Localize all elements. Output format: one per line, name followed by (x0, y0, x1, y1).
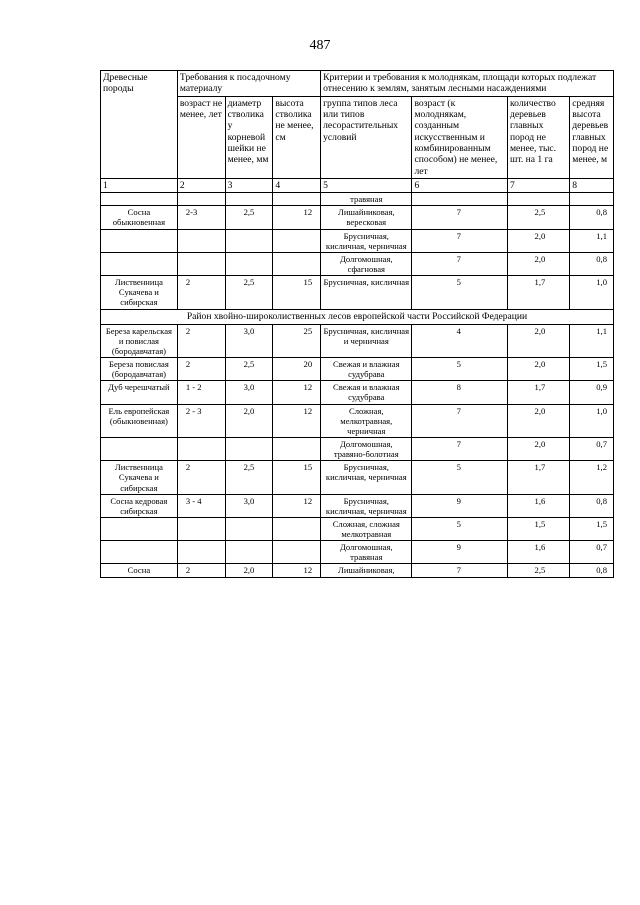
cell-c4: 12 (273, 206, 321, 229)
cell-c3: 3,0 (225, 324, 273, 357)
cell-c1: Ель европейская (обыкновенная) (101, 404, 178, 437)
column-number: 3 (225, 178, 273, 192)
cell-c7: 2,0 (507, 229, 569, 252)
column-numbers-row (101, 178, 614, 192)
cell-c4: 12 (273, 564, 321, 577)
cell-c4: 12 (273, 404, 321, 437)
cell-c1: Лиственница Сукачева и сибирская (101, 276, 178, 309)
cell-c8: 0,8 (570, 206, 614, 229)
cell-c8: 1,5 (570, 357, 614, 380)
cell-c1 (101, 229, 178, 252)
column-number: 7 (507, 178, 569, 192)
cell-c8: 1,0 (570, 404, 614, 437)
cell-c1: Лиственница Сукачева и сибирская (101, 461, 178, 494)
cell-c3: 2,5 (225, 357, 273, 380)
cell-c6: 5 (412, 517, 508, 540)
table-row (101, 404, 614, 437)
cell-c6: 8 (412, 381, 508, 404)
cell-c2: 2 (177, 276, 225, 309)
cell-c6: 7 (412, 564, 508, 577)
header-forest-type: группа типов леса или типов лесорастительных условий (321, 96, 412, 178)
table-row (101, 206, 614, 229)
cell-c4 (273, 517, 321, 540)
cell-c5: Брусничная, кисличная и черничная (321, 324, 412, 357)
header-age: возраст не менее, лет (177, 96, 225, 178)
cell-c3 (225, 541, 273, 564)
table-row (101, 437, 614, 460)
cell-c8: 0,8 (570, 564, 614, 577)
cell-c4: 12 (273, 381, 321, 404)
header-diameter: диаметр стволика у корневой шейки не менее, мм (225, 96, 273, 178)
cell-c6: 7 (412, 252, 508, 275)
cell-c2 (177, 517, 225, 540)
cell-c3 (225, 437, 273, 460)
cell-c7: 2,0 (507, 357, 569, 380)
cell-c5: Брусничная, кисличная (321, 276, 412, 309)
table-row (101, 517, 614, 540)
cell-c2 (177, 229, 225, 252)
table-row (101, 276, 614, 309)
cell-c6: 4 (412, 324, 508, 357)
table-body-bottom (101, 324, 614, 577)
cell-c6: 9 (412, 541, 508, 564)
cell-c3: 3,0 (225, 494, 273, 517)
cell-c5: Брусничная, кисличная, черничная (321, 229, 412, 252)
cell-c5: Долгомошная, сфагновая (321, 252, 412, 275)
cell-c2: 2 (177, 357, 225, 380)
cell-c3: 3,0 (225, 381, 273, 404)
cell-c3 (225, 229, 273, 252)
cell-c2 (177, 252, 225, 275)
cell-c6: 5 (412, 461, 508, 494)
cell-c1: Сосна обыкновенная (101, 206, 178, 229)
cell-c7: 1,7 (507, 381, 569, 404)
cell-c8: 0,8 (570, 494, 614, 517)
cell-c5: травяная (321, 193, 412, 206)
table-row (101, 229, 614, 252)
cell-c4 (273, 541, 321, 564)
cell-c2: 2 (177, 324, 225, 357)
cell-c1 (101, 252, 178, 275)
cell-c3: 2,5 (225, 276, 273, 309)
cell-c8: 1,1 (570, 229, 614, 252)
cell-c4: 25 (273, 324, 321, 357)
forest-requirements-table (100, 70, 614, 578)
cell-c1 (101, 437, 178, 460)
cell-c6 (412, 193, 508, 206)
column-number: 5 (321, 178, 412, 192)
cell-c8: 1,1 (570, 324, 614, 357)
cell-c3: 2,5 (225, 461, 273, 494)
cell-c4 (273, 437, 321, 460)
table-row (101, 381, 614, 404)
cell-c8: 1,2 (570, 461, 614, 494)
header-avg-height: средняя высота деревьев главных пород не менее, м (570, 96, 614, 178)
column-number: 8 (570, 178, 614, 192)
cell-c3 (225, 252, 273, 275)
cell-c8: 0,8 (570, 252, 614, 275)
cell-c1 (101, 193, 178, 206)
header-tree-species: Древесные породы (101, 71, 178, 179)
cell-c7: 2,5 (507, 206, 569, 229)
cell-c4: 15 (273, 276, 321, 309)
cell-c5: Лишайниковая, вересковая (321, 206, 412, 229)
cell-c7: 2,0 (507, 404, 569, 437)
table-row (101, 494, 614, 517)
cell-c1: Дуб черешчатый (101, 381, 178, 404)
header-stand-age: возраст (к молоднякам, созданным искусственным и комбинированным способом) не менее, лет (412, 96, 508, 178)
column-number: 2 (177, 178, 225, 192)
cell-c5: Лишайниковая, (321, 564, 412, 577)
column-number: 4 (273, 178, 321, 192)
cell-c2: 1 - 2 (177, 381, 225, 404)
cell-c6: 7 (412, 229, 508, 252)
cell-c5: Свежая и влажная судубрава (321, 357, 412, 380)
cell-c7: 2,0 (507, 437, 569, 460)
cell-c8: 0,7 (570, 437, 614, 460)
cell-c2 (177, 193, 225, 206)
header-young-stand-criteria: Критерии и требования к молоднякам, площади которых подлежат отнесению к землям, занятым лесными насаждениями (321, 71, 614, 97)
cell-c7: 1,6 (507, 494, 569, 517)
cell-c8: 0,9 (570, 381, 614, 404)
cell-c8 (570, 193, 614, 206)
table-row (101, 564, 614, 577)
cell-c7: 1,6 (507, 541, 569, 564)
cell-c5: Долгомошная, травяная (321, 541, 412, 564)
cell-c4: 15 (273, 461, 321, 494)
cell-c8: 1,0 (570, 276, 614, 309)
cell-c3 (225, 517, 273, 540)
cell-c5: Сложная, сложная мелкотравная (321, 517, 412, 540)
cell-c7: 2,0 (507, 324, 569, 357)
cell-c2: 3 - 4 (177, 494, 225, 517)
cell-c1: Береза повислая (бородавчатая) (101, 357, 178, 380)
column-number: 6 (412, 178, 508, 192)
cell-c7: 1,7 (507, 461, 569, 494)
header-row-1 (101, 71, 614, 97)
region-title: Район хвойно-широколиственных лесов европейской части Российской Федерации (101, 309, 614, 324)
cell-c4: 20 (273, 357, 321, 380)
cell-c1: Береза карельская и повислая (бородавчатая) (101, 324, 178, 357)
table-body-top (101, 193, 614, 309)
cell-c6: 5 (412, 276, 508, 309)
cell-c6: 7 (412, 206, 508, 229)
header-tree-count: количество деревьев главных пород не менее, тыс. шт. на 1 га (507, 96, 569, 178)
table-row (101, 324, 614, 357)
header-planting-material: Требования к посадочному материалу (177, 71, 320, 97)
header-height: высота стволика не менее, см (273, 96, 321, 178)
cell-c6: 7 (412, 437, 508, 460)
cell-c2: 2 - 3 (177, 404, 225, 437)
cell-c5: Брусничная, кисличная, черничная (321, 494, 412, 517)
cell-c5: Брусничная, кисличная, черничная (321, 461, 412, 494)
cell-c6: 5 (412, 357, 508, 380)
cell-c1 (101, 517, 178, 540)
cell-c3: 2,0 (225, 564, 273, 577)
cell-c4 (273, 252, 321, 275)
cell-c2 (177, 437, 225, 460)
cell-c4: 12 (273, 494, 321, 517)
table-row (101, 357, 614, 380)
cell-c5: Сложная, мелкотравная, черничная (321, 404, 412, 437)
cell-c1 (101, 541, 178, 564)
table-row (101, 541, 614, 564)
cell-c8: 0,7 (570, 541, 614, 564)
cell-c4 (273, 193, 321, 206)
cell-c7: 1,7 (507, 276, 569, 309)
table-row (101, 461, 614, 494)
region-row (101, 309, 614, 324)
cell-c2 (177, 541, 225, 564)
cell-c1: Сосна кедровая сибирская (101, 494, 178, 517)
cell-c7: 2,0 (507, 252, 569, 275)
cell-c1: Сосна (101, 564, 178, 577)
cell-c5: Свежая и влажная судубрава (321, 381, 412, 404)
cell-c3: 2,5 (225, 206, 273, 229)
cell-c2: 2-3 (177, 206, 225, 229)
cell-c2: 2 (177, 564, 225, 577)
table-row (101, 252, 614, 275)
cell-c6: 7 (412, 404, 508, 437)
cell-c2: 2 (177, 461, 225, 494)
cell-c7: 2,5 (507, 564, 569, 577)
cell-c3: 2,0 (225, 404, 273, 437)
column-number: 1 (101, 178, 178, 192)
header-row-2 (101, 96, 614, 178)
page-number: 487 (309, 38, 331, 53)
cell-c3 (225, 193, 273, 206)
cell-c7: 1,5 (507, 517, 569, 540)
cell-c4 (273, 229, 321, 252)
table-row (101, 193, 614, 206)
cell-c7 (507, 193, 569, 206)
cell-c5: Долгомошная, травяно-болотная (321, 437, 412, 460)
cell-c8: 1,5 (570, 517, 614, 540)
cell-c6: 9 (412, 494, 508, 517)
